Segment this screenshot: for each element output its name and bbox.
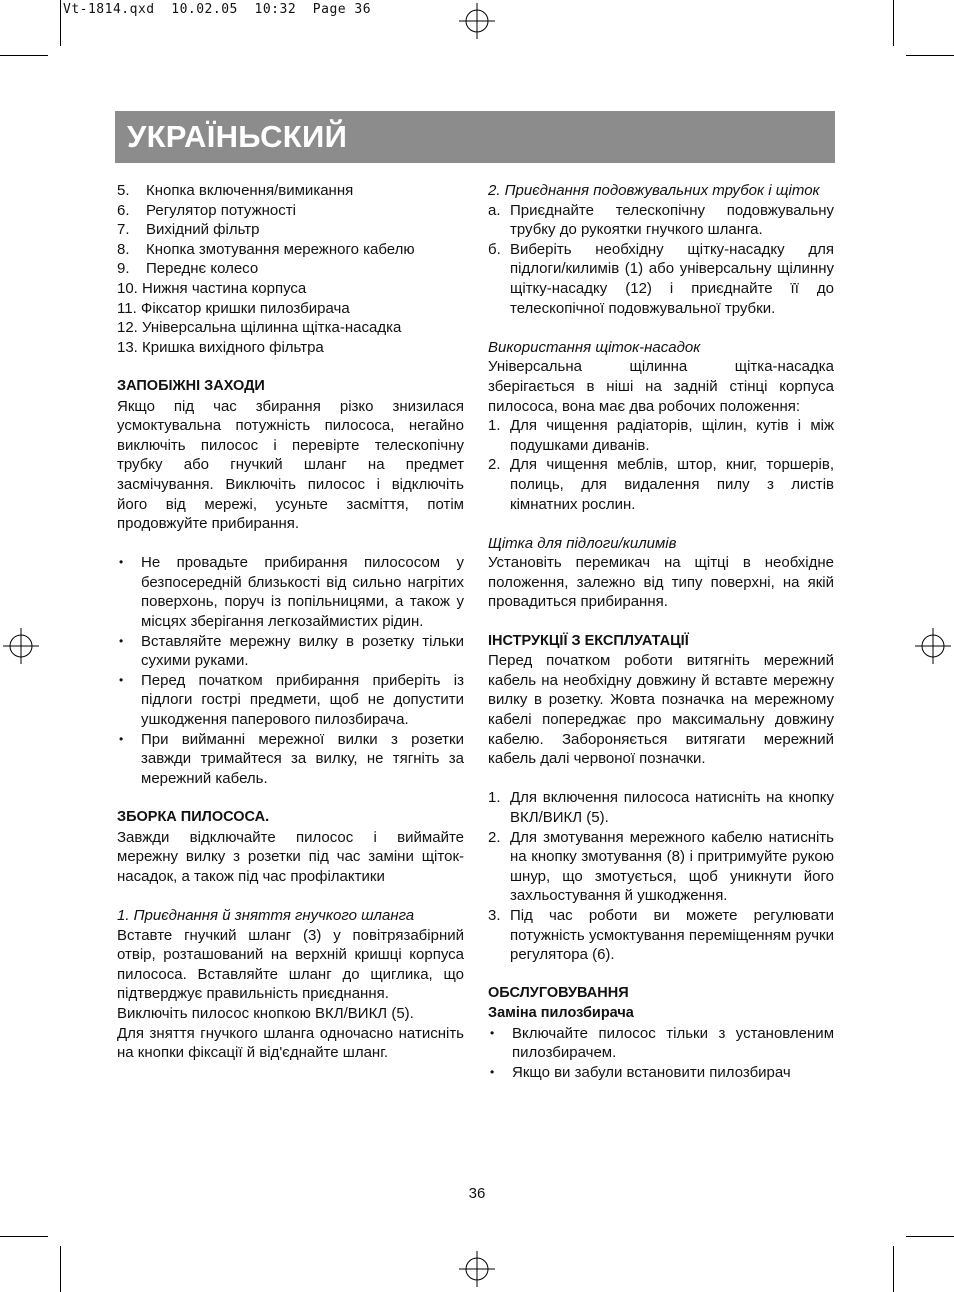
crop-mark: [893, 0, 894, 46]
list-item: 7. Вихідний фільтр: [117, 221, 260, 239]
lettered-list: [488, 201, 834, 319]
paragraph: Установіть перемикач на щітці в необхідне положення, залежно від типу поверхні, на якій провадиться прибирання.: [488, 554, 834, 611]
numbered-list: [488, 416, 834, 514]
list-item: 13. Кришка вихідного фільтра: [117, 338, 324, 356]
print-slug: Vt-1814.qxd 10.02.05 10:32 Page 36: [63, 2, 372, 17]
registration-mark-icon: [459, 1251, 495, 1287]
section-header: [115, 111, 835, 163]
parts-list: [117, 181, 464, 357]
paragraph: Якщо під час збирання різко знизилася усмоктувальна потужність пилососа, негайно виключіть пилосос і перевірте телескопічну трубку або гнучкий шланг на предмет засмічування. Виключіть пилосос і відключіть його від мережі, усуньте засміття, потім продовжуйте прибирання.: [117, 397, 464, 533]
page-title: УКРАЇНЬСКИЙ: [127, 119, 348, 154]
list-item: 12. Універсальна щілинна щітка-насадка: [117, 319, 402, 337]
bullet-icon: •: [119, 731, 124, 746]
registration-mark-icon: [459, 3, 495, 39]
list-item: 6. Регулятор потужності: [117, 201, 296, 219]
list-item: 11. Фіксатор кришки пилозбирача: [117, 299, 350, 317]
subheading-brushes: Використання щіток-насадок: [488, 338, 701, 356]
section-heading-usage: ІНСТРУКЦІЇ З ЕКСПЛУАТАЦІЇ: [488, 632, 689, 649]
list-item: 2. Для змотування мережного кабелю натисніть на кнопку змотування (8) і притримуйте рукою шнур, що змотується, щоб уникнути його захльостування й ушкодження.: [488, 828, 834, 905]
list-item: 2. Для чищення меблів, штор, книг, торшерів, полиць, для видалення пилу з листів кімнатних рослин.: [488, 456, 834, 513]
subheading-floor-brush: Щітка для підлоги/килимів: [488, 534, 677, 552]
list-item: 9. Переднє колесо: [117, 260, 259, 278]
paragraph: Вставте гнучкий шланг (3) у повітрязабірний отвір, розташований на верхній кришці корпуса пилососа. Вставляйте шланг до щиглика, що підтверджує правильність приєднання.: [117, 926, 464, 1003]
list-item: • При вийманні мережної вилки з розетки завжди тримайтеся за вилку, не тягніть за мережний кабель.: [119, 730, 464, 787]
bullet-icon: •: [119, 555, 124, 570]
list-item: 8. Кнопка змотування мережного кабелю: [117, 240, 415, 258]
crop-mark: [60, 0, 61, 46]
subheading-dustbag: Заміна пилозбирача: [488, 1004, 634, 1021]
paragraph: Перед початком роботи витягніть мережний кабель на необхідну довжину й вставте мережну вилку в розетку. Жовта позначка на мережному кабелі попереджає про максимальну довжину кабелю. Забороняється витягати мережний кабель далі червоної позначки.: [488, 652, 834, 768]
left-column: [117, 181, 464, 1063]
bullet-icon: •: [490, 1064, 495, 1079]
bullet-list: [488, 1024, 834, 1083]
section-heading-precautions: ЗАПОБІЖНІ ЗАХОДИ: [117, 377, 265, 394]
paragraph: Виключіть пилосос кнопкою ВКЛ/ВИКЛ (5).: [117, 1004, 414, 1022]
paragraph: Універсальна щілинна щітка-насадка зберігається в ніші на задній стінці корпуса пилососа, вона має два робочих положення:: [488, 358, 834, 415]
paragraph: Для зняття гнучкого шланга одночасно натисніть на кнопки фіксації й від'єднайте шланг.: [117, 1024, 464, 1062]
list-item: б. Виберіть необхідну щітку-насадку для підлоги/килимів (1) або універсальну щілинну щітку-насадку (12) і приєднайте її до телескопічної подовжувальної трубки.: [488, 240, 834, 317]
registration-mark-icon: [915, 628, 951, 664]
list-item: • Вставляйте мережну вилку в розетку тільки сухими руками.: [119, 632, 464, 670]
numbered-list: [488, 788, 834, 964]
bullet-icon: •: [490, 1025, 495, 1040]
section-heading-service: ОБСЛУГОВУВАННЯ: [488, 985, 629, 1002]
list-item: • Перед початком прибирання приберіть із підлоги гострі предмети, щоб не допустити ушкодження паперового пилозбирача.: [119, 671, 464, 729]
list-item: 1. Для чищення радіаторів, щілин, кутів і між подушками диванів.: [488, 417, 834, 454]
list-item: 3. Під час роботи ви можете регулювати потужність усмоктування переміщенням ручки регулятора (6).: [488, 906, 834, 964]
crop-mark: [0, 55, 48, 56]
registration-mark-icon: [3, 628, 39, 664]
list-item: • Якщо ви забули встановити пилозбирач: [490, 1063, 791, 1081]
crop-mark: [60, 1246, 61, 1292]
list-item: • Не провадьте прибирання пилососом у безпосередній близькості від сильно нагрітих поверхонь, поруч із попільницями, а також у місцях зберігання легкозаймистих рідин.: [119, 554, 464, 631]
bullet-icon: •: [119, 633, 124, 648]
crop-mark: [906, 55, 954, 56]
list-item: • Включайте пилосос тільки з установленим пилозбирачем.: [490, 1024, 834, 1062]
paragraph: Завжди відключайте пилосос і виймайте мережну вилку з розетки під час заміни щіток-насадок, а також під час профілактики: [117, 828, 464, 885]
subheading-tubes: 2. Приєднання подовжувальних трубок і щіток: [488, 182, 820, 199]
crop-mark: [893, 1246, 894, 1292]
page-number: 36: [468, 1185, 486, 1202]
right-column: [488, 181, 834, 1082]
list-item: 1. Для включення пилососа натисніть на кнопку ВКЛ/ВИКЛ (5).: [488, 789, 834, 826]
subheading-hose: 1. Приєднання й зняття гнучкого шланга: [117, 906, 415, 924]
crop-mark: [906, 1236, 954, 1237]
bullet-icon: •: [119, 672, 124, 687]
crop-mark: [0, 1236, 48, 1237]
section-heading-assembly: ЗБОРКА ПИЛОСОСА.: [117, 809, 270, 825]
list-item: 5. Кнопка включення/вимикання: [117, 182, 354, 199]
list-item: а. Приєднайте телескопічну подовжувальну трубку до рукоятки гнучкого шланга.: [488, 201, 834, 239]
bullet-list: [117, 553, 464, 788]
list-item: 10. Нижня частина корпуса: [117, 279, 307, 297]
